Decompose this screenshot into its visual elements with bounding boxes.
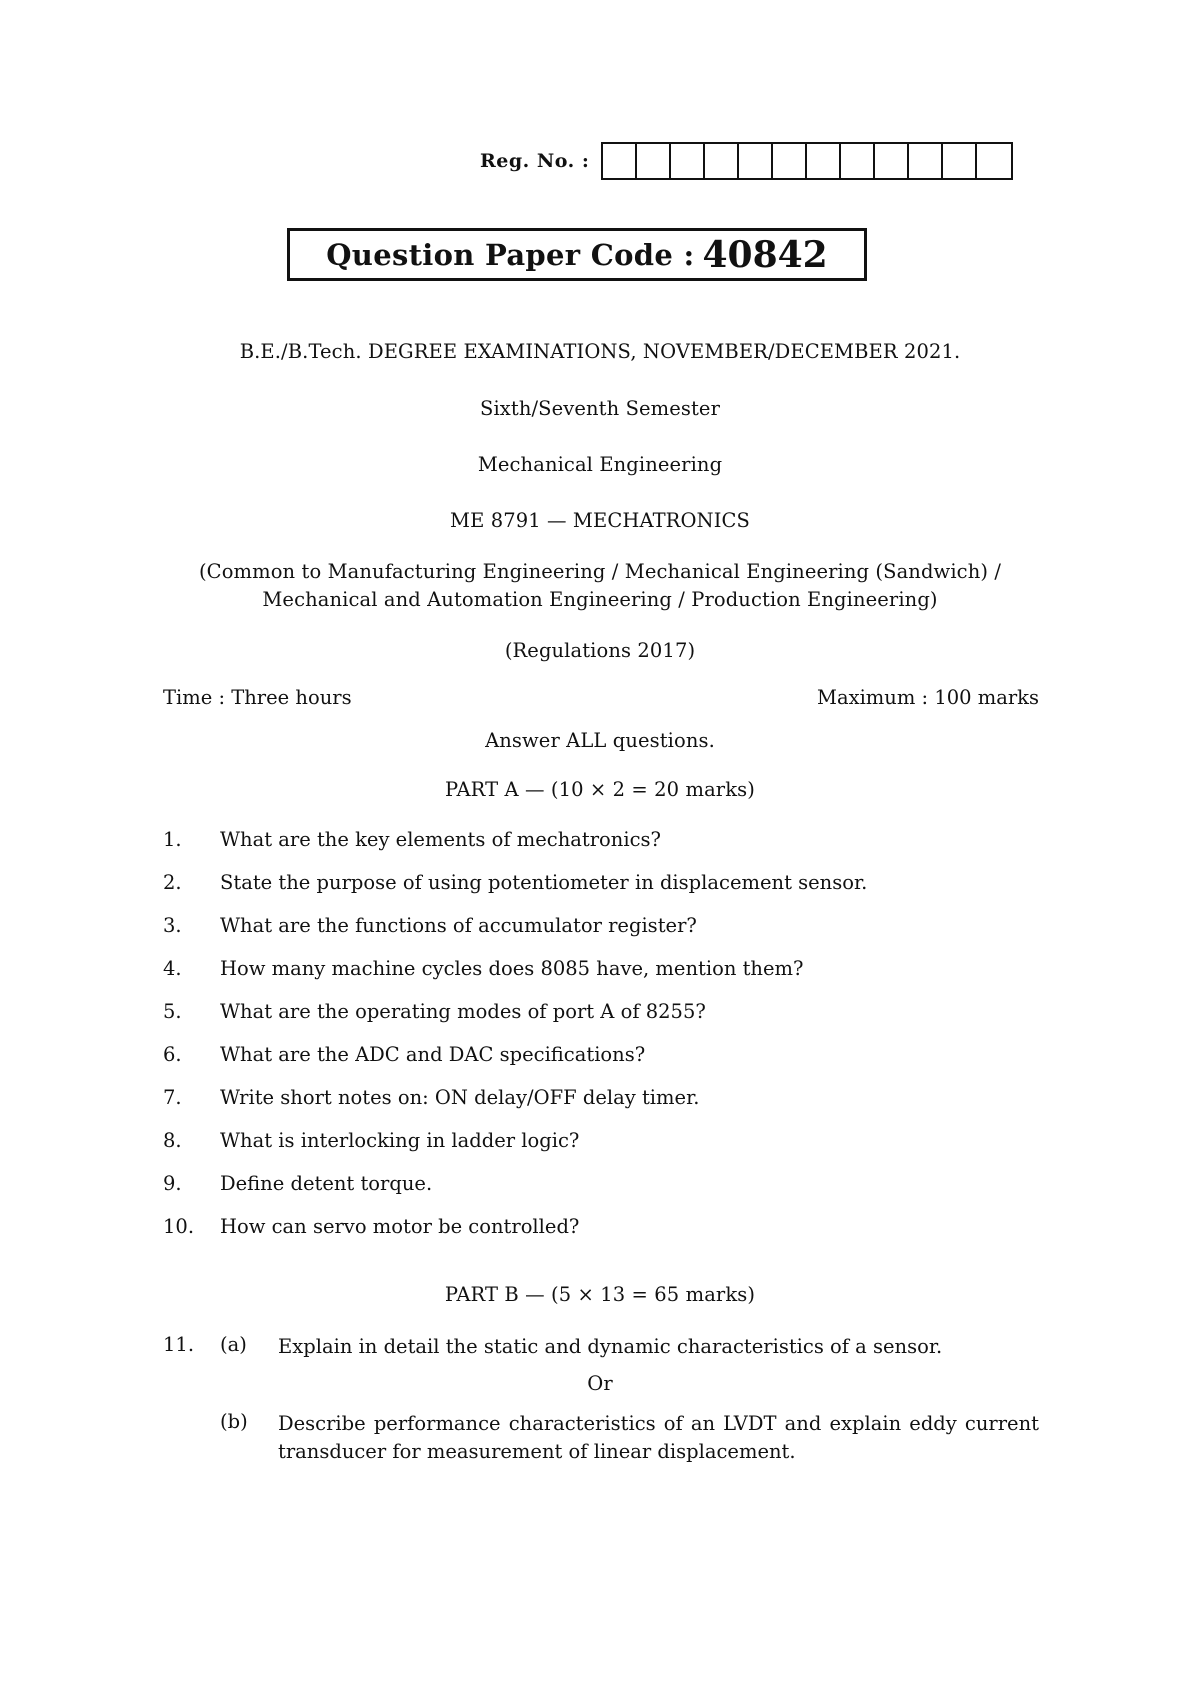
instruction: Answer ALL questions. [485,729,715,752]
reg-no-digit-box[interactable] [705,144,739,178]
question-number: 5. [163,1000,182,1023]
part-a-question [163,1000,1039,1023]
question-text: What are the operating modes of port A of 8255? [220,1000,706,1023]
question-number: 10. [163,1215,195,1238]
question-number: 4. [163,957,182,980]
reg-no-digit-box[interactable] [603,144,637,178]
part-a-question [163,914,1039,937]
part-a-question [163,1043,1039,1066]
reg-no-digit-box[interactable] [637,144,671,178]
regulations: (Regulations 2017) [504,639,696,662]
sub-question-label: (b) [220,1410,248,1433]
part-a-question [163,1172,1039,1195]
part-a-question [163,957,1039,980]
question-text: How can servo motor be controlled? [220,1215,580,1238]
question-text: What are the ADC and DAC specifications? [220,1043,646,1066]
time-marks-row [163,686,1039,709]
reg-no-digit-box[interactable] [841,144,875,178]
part-a-question [163,828,1039,851]
question-number: 11. [163,1333,195,1356]
reg-no-digit-box[interactable] [875,144,909,178]
reg-no-boxes [601,142,1013,180]
or-separator: Or [587,1372,613,1395]
reg-no-digit-box[interactable] [773,144,807,178]
question-11b [163,1410,1039,1466]
part-a-question [163,1129,1039,1152]
question-number: 6. [163,1043,182,1066]
reg-no-label: Reg. No. : [480,150,590,172]
common-to-line-2: Mechanical and Automation Engineering / Production Engineering) [262,588,938,611]
reg-no-digit-box[interactable] [943,144,977,178]
question-number: 3. [163,914,182,937]
registration-number-row [480,142,1013,180]
part-b-title: PART B — (5 × 13 = 65 marks) [444,1283,756,1306]
course-title: ME 8791 — MECHATRONICS [450,509,750,532]
part-a-question [163,1215,1039,1238]
question-text: What are the functions of accumulator register? [220,914,697,937]
question-paper-code-label: Question Paper Code : [326,237,695,272]
question-text: Explain in detail the static and dynamic characteristics of a sensor. [278,1335,943,1358]
question-text: How many machine cycles does 8085 have, mention them? [220,957,804,980]
department: Mechanical Engineering [477,453,723,476]
part-a-question [163,871,1039,894]
question-11a [163,1333,1039,1361]
reg-no-digit-box[interactable] [909,144,943,178]
question-number: 7. [163,1086,182,1109]
question-paper-code-value: 40842 [702,233,828,276]
question-text: State the purpose of using potentiometer in displacement sensor. [220,871,868,894]
reg-no-digit-box[interactable] [807,144,841,178]
sub-question-label: (a) [220,1333,247,1356]
question-text: What is interlocking in ladder logic? [220,1129,580,1152]
reg-no-digit-box[interactable] [671,144,705,178]
semester: Sixth/Seventh Semester [480,397,720,420]
question-text: What are the key elements of mechatronics? [220,828,661,851]
question-paper-code-box [287,228,867,281]
reg-no-digit-box[interactable] [739,144,773,178]
part-a-question [163,1086,1039,1109]
question-text: Write short notes on: ON delay/OFF delay timer. [220,1086,700,1109]
question-text: Define detent torque. [220,1172,433,1195]
question-text: Describe performance characteristics of an LVDT and explain eddy current transducer for measurement of linear displacement. [278,1412,1039,1463]
part-a-title: PART A — (10 × 2 = 20 marks) [445,778,755,801]
reg-no-digit-box[interactable] [977,144,1011,178]
question-number: 2. [163,871,182,894]
question-number: 9. [163,1172,182,1195]
exam-title: B.E./B.Tech. DEGREE EXAMINATIONS, NOVEMBER/DECEMBER 2021. [239,340,961,363]
maximum-marks: Maximum : 100 marks [816,686,1039,709]
question-number: 1. [163,828,182,851]
time-allowed: Time : Three hours [163,686,352,709]
question-number: 8. [163,1129,182,1152]
common-to-line-1: (Common to Manufacturing Engineering / Mechanical Engineering (Sandwich) / [198,560,1002,583]
